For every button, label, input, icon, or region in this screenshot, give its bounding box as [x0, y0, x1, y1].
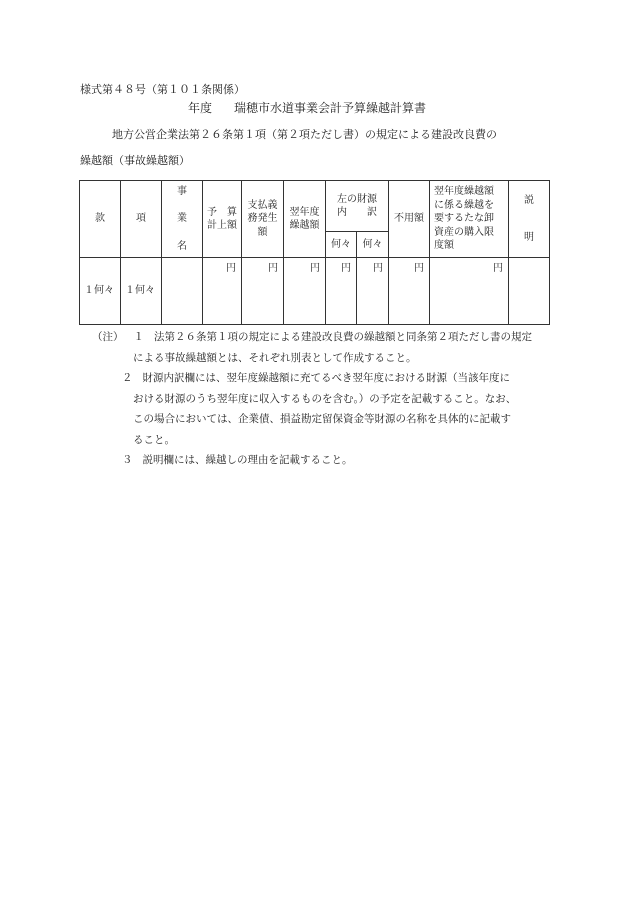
note-1-line-2: による事故繰越額とは、それぞれ別表として作成すること。 — [133, 351, 417, 364]
header-kounyu — [430, 181, 509, 258]
note-2-line-3: この場合においては、企業債、損益勘定留保資金等財源の名称を具体的に記載す — [133, 413, 511, 425]
header-shiharai-2: 務発生 — [247, 213, 278, 225]
yen-shiharai: 円 — [242, 258, 284, 325]
notes — [92, 327, 532, 471]
row-kan: １何々 — [80, 258, 121, 325]
header-jigyo-1: 事 — [177, 185, 187, 197]
header-jigyo-3: 名 — [177, 240, 187, 252]
yen-yokunendo: 円 — [284, 258, 326, 325]
header-kou: 項 — [121, 181, 162, 258]
header-yokunendo — [284, 181, 326, 258]
header-yosan-1: 予 算 — [207, 206, 237, 218]
header-shiharai-3: 額 — [257, 226, 268, 238]
note-3-num: ３ — [122, 454, 133, 466]
notes-label: （注） — [92, 331, 124, 343]
form-number: 様式第４８号（第１０１条関係） — [80, 83, 245, 96]
header-fuyo: 不用額 — [389, 181, 430, 258]
header-yokunendo-1: 翌年度 — [289, 206, 320, 218]
yen-kounyu: 円 — [430, 258, 509, 325]
carryover-table — [79, 180, 550, 325]
note-3-text-1: 説明欄には、繰越しの理由を記載すること。 — [142, 454, 353, 466]
document-title — [188, 99, 426, 116]
header-kounyu-2: に係る繰越を — [434, 199, 494, 211]
note-2-line-4: ること。 — [133, 433, 175, 446]
header-kounyu-1: 翌年度繰越額 — [434, 186, 494, 198]
header-jigyo-2: 業 — [177, 213, 187, 225]
table-row — [80, 258, 550, 325]
header-setsumei-1: 説 — [524, 194, 534, 206]
header-kounyu-4: 資産の購入限 — [434, 226, 494, 238]
header-zaigen — [326, 181, 389, 232]
row-setsumei — [509, 258, 550, 325]
header-zaigen-sub-1: 何々 — [326, 232, 357, 258]
intro-line-1: 地方公営企業法第２６条第１項（第２項ただし書）の規定による建設改良費の — [112, 128, 497, 141]
header-jigyo — [162, 181, 203, 258]
header-yokunendo-2: 繰越額 — [289, 220, 320, 231]
note-2-text-1: 財源内訳欄には、翌年度繰越額に充てるべき翌年度における財源（当該年度に — [142, 372, 510, 384]
header-zaigen-1: 左の財源 — [337, 193, 377, 205]
note-1-line-1 — [92, 327, 532, 348]
note-2-line-2: おける財源のうち翌年度に収入するものを含む。）の予定を記載すること。なお、 — [133, 392, 517, 405]
yen-zaigen-2: 円 — [357, 258, 389, 325]
header-zaigen-sub-2: 何々 — [357, 232, 389, 258]
header-kounyu-5: 度額 — [434, 240, 454, 252]
yen-zaigen-1: 円 — [326, 258, 357, 325]
yen-yosan: 円 — [203, 258, 242, 325]
header-shiharai — [242, 181, 284, 258]
row-kou: １何々 — [121, 258, 162, 325]
intro-line-2: 繰越額（事故繰越額） — [80, 154, 190, 167]
header-setsumei-2: 明 — [524, 232, 534, 243]
header-setsumei — [509, 181, 550, 258]
row-jigyo — [162, 258, 203, 325]
header-kounyu-3: 要するたな卸 — [434, 213, 494, 225]
note-2-line-1 — [92, 368, 532, 389]
title-year: 年度 — [188, 101, 213, 115]
header-yosan-2: 計上額 — [207, 220, 237, 231]
note-1-text-1: 法第２６条第１項の規定による建設改良費の繰越額と同条第２項ただし書の規定 — [154, 331, 532, 343]
title-name: 瑞穂市水道事業会計予算繰越計算書 — [234, 101, 427, 115]
header-shiharai-1: 支払義 — [247, 199, 278, 211]
header-yosan — [203, 181, 242, 258]
note-3-line-1 — [92, 450, 532, 471]
yen-fuyo: 円 — [389, 258, 430, 325]
note-2-num: ２ — [122, 372, 133, 384]
header-kan: 款 — [80, 181, 121, 258]
header-zaigen-2: 内 訳 — [337, 207, 377, 218]
note-1-num: １ — [133, 331, 144, 343]
